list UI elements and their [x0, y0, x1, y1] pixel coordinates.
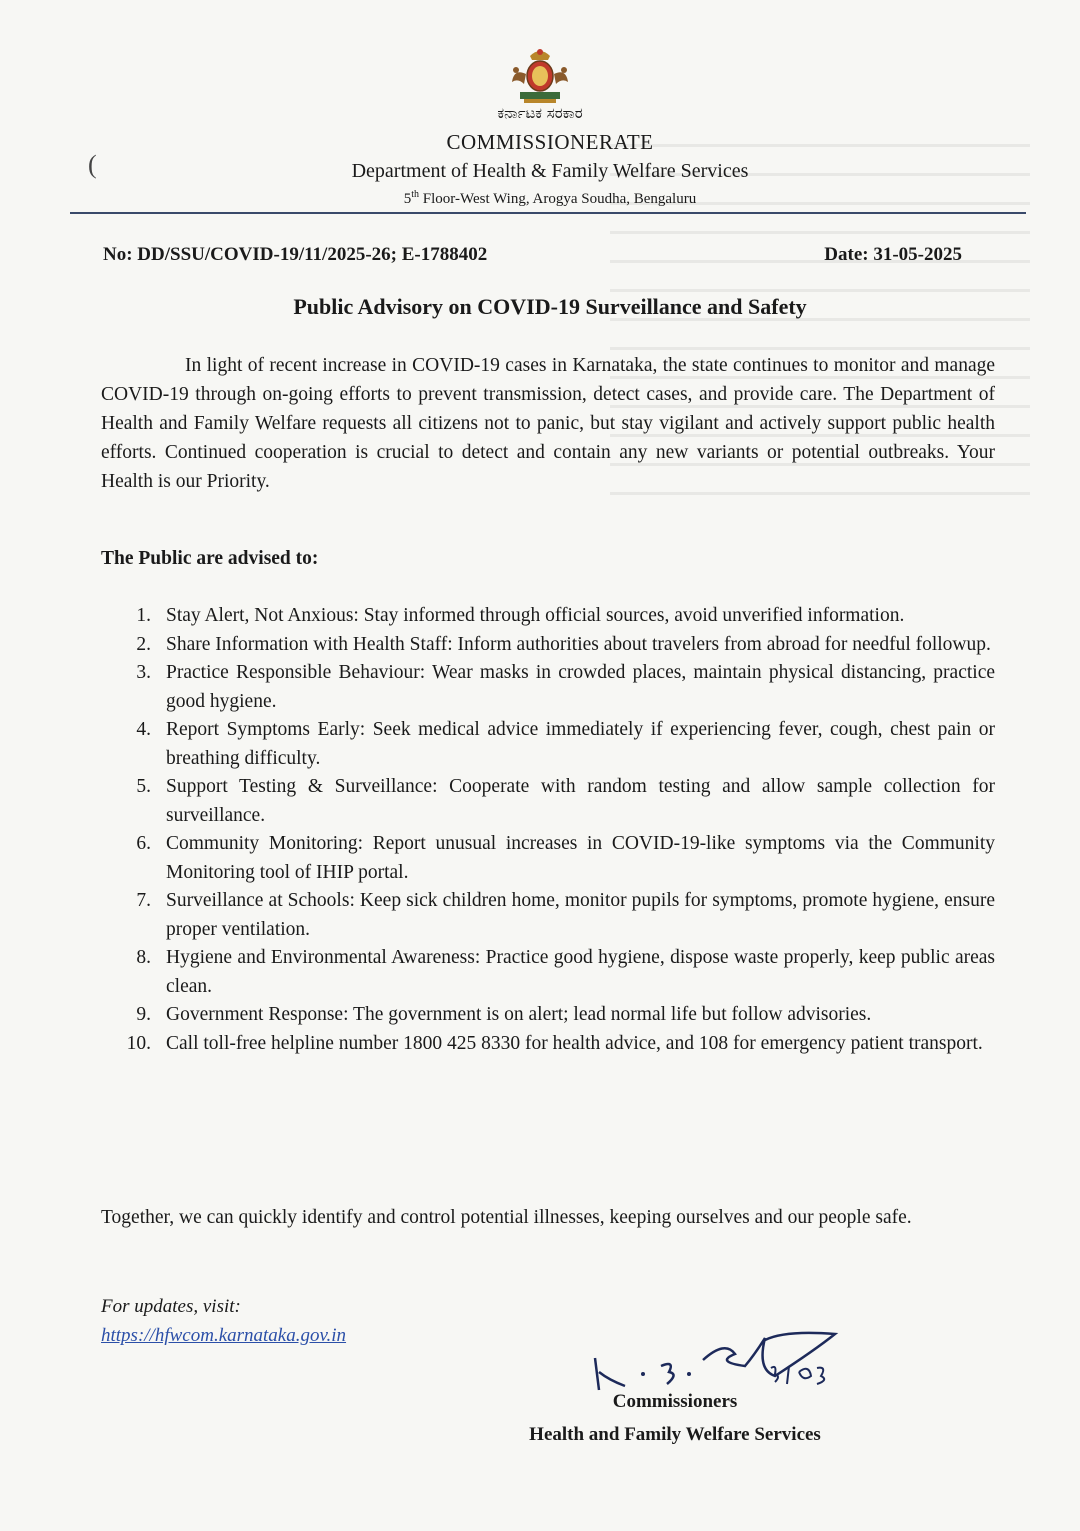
signatory-title: Health and Family Welfare Services: [529, 1424, 821, 1445]
updates-label: For updates, visit:: [101, 1296, 241, 1317]
advisory-item: [101, 944, 995, 1001]
website-link[interactable]: https://hfwcom.karnataka.gov.in: [101, 1325, 347, 1346]
advisory-text: Government Response: The government is on alert; lead normal life but follow advisories.: [166, 1004, 872, 1025]
advisory-item: [101, 716, 995, 773]
office-title: COMMISSIONERATE: [446, 130, 654, 154]
advisory-text: Community Monitoring: Report unusual increases in COVID-19-like symptoms via the Community Monitoring tool of IHIP portal.: [166, 833, 995, 883]
address-floor-number: 5: [403, 191, 412, 207]
advisory-text: Share Information with Health Staff: Inform authorities about travelers from abroad for needful followup.: [166, 633, 991, 655]
advisory-number: 6.: [136, 833, 151, 854]
intro-paragraph: In light of recent increase in COVID-19 cases in Karnataka, the state continues to monitor and manage COVID-19 through on-going efforts to prevent transmission, detect cases, and provide care. The Department of Health and Family Welfare requests all citizens not to panic, but stay vigilant and actively support public health efforts. Continued cooperation is crucial to detect and contain any new variants or potential outbreaks. Your Health is our Priority.: [101, 355, 995, 492]
header-divider: [70, 212, 1026, 214]
advisory-number: 4.: [136, 719, 151, 740]
office-address: [0, 189, 1080, 208]
advisory-text: Report Symptoms Early: Seek medical advice immediately if experiencing fever, cough, chest pain or breathing difficulty.: [166, 719, 995, 769]
advisory-text: Support Testing & Surveillance: Cooperate with random testing and allow sample collection for surveillance.: [166, 776, 995, 826]
advisory-number: 9.: [136, 1004, 151, 1025]
advisory-number: 7.: [136, 890, 151, 911]
advisory-number: 8.: [136, 947, 151, 968]
advised-heading: The Public are advised to:: [101, 548, 319, 569]
advisory-text: Practice Responsible Behaviour: Wear masks in crowded places, maintain physical distancing, practice good hygiene.: [166, 662, 995, 712]
advisory-number: 1.: [136, 605, 151, 626]
advisory-item: [101, 1001, 995, 1030]
advisory-text: Call toll-free helpline number 1800 425 8330 for health advice, and 108 for emergency patient transport.: [166, 1032, 983, 1054]
signatory-name: Commissioners: [612, 1391, 738, 1412]
advisory-item: [101, 887, 995, 944]
advisory-item: [101, 1030, 995, 1059]
advisory-text: Stay Alert, Not Anxious: Stay informed through official sources, avoid unverified information.: [166, 605, 905, 626]
reference-date: Date: 31-05-2025: [824, 244, 962, 265]
address-text: Floor-West Wing, Arogya Soudha, Bengaluru: [419, 191, 697, 207]
advisory-number: 10.: [126, 1032, 151, 1054]
handwritten-signature: [585, 1310, 845, 1400]
closing-paragraph: Together, we can quickly identify and control potential illnesses, keeping ourselves and our people safe.: [101, 1207, 912, 1228]
state-name-kannada: ಕರ್ನಾಟಕ ಸರಕಾರ: [497, 104, 583, 122]
margin-mark: (: [88, 150, 97, 179]
advisory-number: 2.: [136, 633, 151, 655]
advisory-number: 3.: [136, 662, 151, 683]
advisory-item: [101, 602, 995, 631]
advisory-item: [101, 830, 995, 887]
advisory-item: [101, 659, 995, 716]
karnataka-state-emblem-icon: [500, 44, 580, 106]
document-title: Public Advisory on COVID-19 Surveillance and Safety: [293, 294, 807, 319]
department-name: Department of Health & Family Welfare Services: [351, 160, 749, 182]
advisory-item: [101, 631, 995, 660]
address-floor-suffix: th: [411, 189, 420, 200]
advisory-text: Surveillance at Schools: Keep sick children home, monitor pupils for symptoms, promote hygiene, ensure proper ventilation.: [166, 890, 995, 940]
advisory-list: [101, 602, 995, 1058]
reference-number: No: DD/SSU/COVID-19/11/2025-26; E-1788402: [103, 244, 488, 265]
advisory-text: Hygiene and Environmental Awareness: Practice good hygiene, dispose waste properly, keep public areas clean.: [166, 947, 995, 997]
advisory-item: [101, 773, 995, 830]
advisory-number: 5.: [136, 776, 151, 797]
